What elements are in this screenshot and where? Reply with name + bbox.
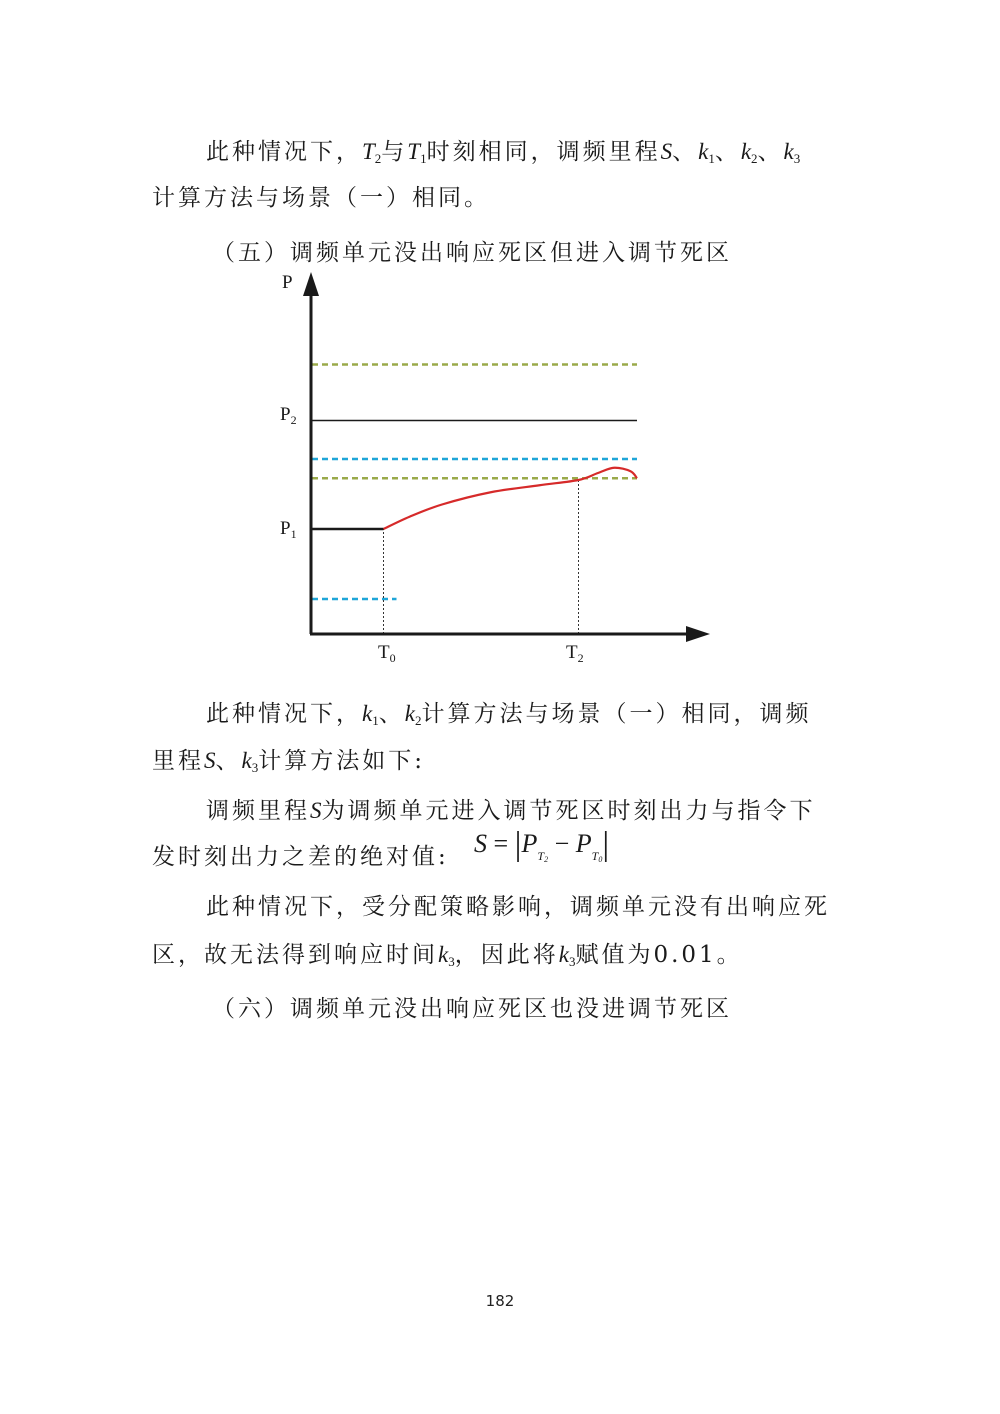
paragraph-3-line-2: 发时刻出力之差的绝对值: (152, 844, 449, 870)
paragraph-2 (152, 690, 852, 784)
paragraph-2-line-2: 里程S、$k_3$计算方法如下: (152, 748, 425, 775)
paragraph-3-line-1: 调频里程S为调频单元进入调节死区时刻出力与指令下 (206, 798, 816, 824)
paragraph-2-line-1: 此种情况下，$k_1$、$k_2$计算方法与场景（一）相同，调频 (206, 701, 812, 728)
page-number: 182 (485, 1292, 515, 1310)
y-axis-label: P (282, 272, 293, 293)
x-axis-arrow-icon (686, 626, 710, 642)
x-tick-label-t0: $T_0$ (378, 642, 396, 665)
vertical-markers (384, 478, 579, 634)
paragraph-1-line-1: 此种情况下，$T_2$与$T_1$时刻相同，调频里程S、$k_1$、$k_2$、$k_3$ (206, 139, 801, 166)
reference-lines (312, 365, 637, 600)
series-group (312, 468, 637, 529)
x-tick-label-t2: $T_2$ (566, 642, 584, 665)
paragraph-4 (152, 884, 852, 978)
paragraph-1 (152, 128, 852, 222)
paragraph-1-line-2: 计算方法与场景（一）相同。 (152, 185, 490, 211)
section-heading-5: （五）调频单元没出响应死区但进入调节死区 (212, 240, 732, 266)
y-tick-label-p1: $P_1$ (280, 518, 297, 541)
frequency-response-chart (270, 268, 710, 668)
paragraph-4-line-1: 此种情况下，受分配策略影响，调频单元没有出响应死 (206, 894, 830, 920)
y-axis-arrow-icon (303, 272, 319, 296)
series-line-output (384, 468, 638, 529)
paragraph-4-line-2: 区，故无法得到响应时间$k_3$，因此将$k_3$赋值为0.01。 (152, 942, 743, 969)
y-tick-label-p2: $P_2$ (280, 404, 297, 427)
formula-absolute-difference: $S = |P_{T2} - P_{T0}|$ (474, 826, 610, 864)
section-heading-6: （六）调频单元没出响应死区也没进调节死区 (212, 996, 732, 1022)
